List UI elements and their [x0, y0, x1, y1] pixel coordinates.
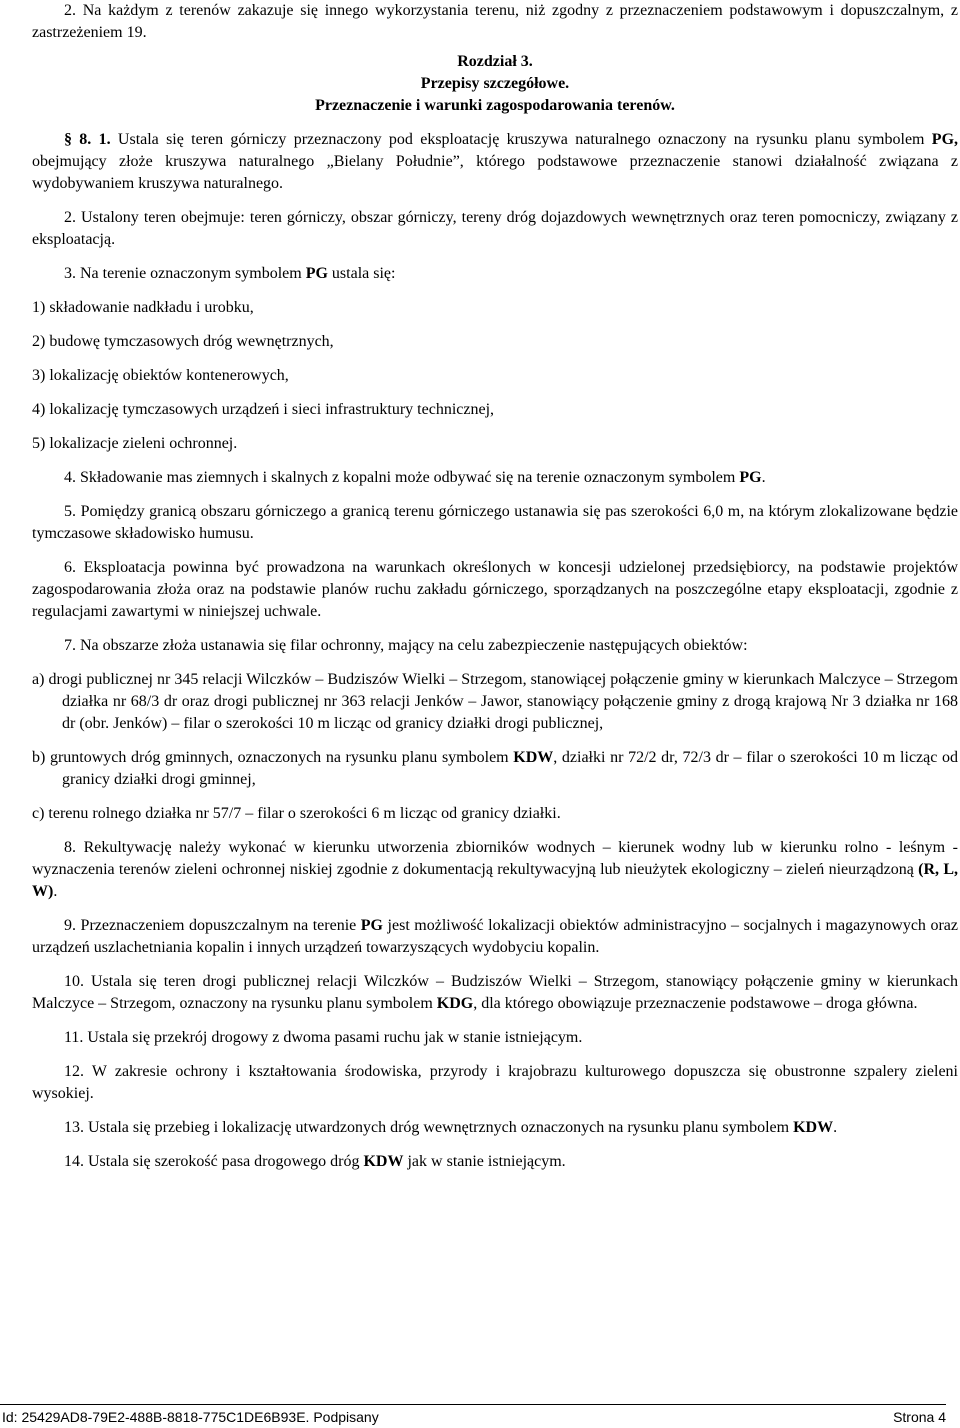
- paragraph-7b: b) gruntowych dróg gminnych, oznaczonych na rysunku planu symbolem KDW, działki nr 72/2 dr, 72/3 dr – filar o szerokości 10 m licząc od granicy działki drogi gminnej,: [32, 749, 958, 788]
- page-number: Strona 4: [893, 1409, 946, 1425]
- paragraph-7c: c) terenu rolnego działka nr 57/7 – filar o szerokości 6 m licząc od granicy działki.: [32, 805, 561, 822]
- paragraph-2-top: 2. Na każdym z terenów zakazuje się innego wykorzystania terenu, niż zgodny z przeznaczeniem podstawowym i dopuszczalnym, z zastrzeżeniem 19.: [32, 2, 958, 41]
- document-id: Id: 25429AD8-79E2-488B-8818-775C1DE6B93E. Podpisany: [2, 1409, 379, 1425]
- paragraph-3: 3. Na terenie oznaczonym symbolem PG ustala się:: [64, 265, 396, 282]
- chapter-subtitle: Przeznaczenie i warunki zagospodarowania terenów.: [315, 97, 675, 114]
- paragraph-8: 8. Rekultywację należy wykonać w kierunku utworzenia zbiorników wodnych – kierunek wodny lub w kierunku rolno - leśnym - wyznaczenia terenów zieleni ochronnej niskiej zgodnie z dokumentacją rekultywacyjną lub nieużytek ekologiczny – zieleń nieurządzoną (R, L, W).: [32, 839, 958, 900]
- list-item: 1) składowanie nadkładu i urobku,: [32, 299, 254, 316]
- paragraph-6: 6. Eksploatacja powinna być prowadzona na warunkach określonych w koncesji udzielonej przedsiębiorcy, na podstawie projektów zagospodarowania złoża oraz na podstawie planów ruchu zakładu górniczego, sporządzanych na poszczególne etapy eksploatacji, zgodnie z regulacjami zawartymi w niniejszej uchwale.: [32, 559, 958, 620]
- paragraph-4: 4. Składowanie mas ziemnych i skalnych z kopalni może odbywać się na terenie oznaczonym symbolem PG.: [64, 469, 766, 486]
- paragraph-12: 12. W zakresie ochrony i kształtowania środowiska, przyrody i krajobrazu kulturowego dopuszcza się obustronne szpalery zieleni wysokiej.: [32, 1063, 958, 1102]
- paragraph-2: 2. Ustalony teren obejmuje: teren górniczy, obszar górniczy, tereny dróg dojazdowych wewnętrznych oraz teren pomocniczy, związany z eksploatacją.: [32, 209, 958, 248]
- document-page: [32, 0, 958, 1173]
- section-8-paragraph-1: § 8. 1. Ustala się teren górniczy przeznaczony pod eksploatację kruszywa naturalnego oznaczony na rysunku planu symbolem PG, obejmujący złoże kruszywa naturalnego „Bielany Południe”, którego podstawowe przeznaczenie stanowi działalność związana z wydobywaniem kruszywa naturalnego.: [32, 131, 959, 192]
- paragraph-10: 10. Ustala się teren drogi publicznej relacji Wilczków – Budziszów Wielki – Strzegom, stanowiący połączenie gminy w kierunkach Malczyce – Strzegom, oznaczony na rysunku planu symbolem KDG, dla którego obowiązuje przeznaczenie podstawowe – droga główna.: [32, 973, 958, 1012]
- chapter-title: Przepisy szczegółowe.: [420, 75, 570, 92]
- chapter-number: Rozdział 3.: [457, 53, 533, 70]
- paragraph-5: 5. Pomiędzy granicą obszaru górniczego a granicą terenu górniczego ustanawia się pas szerokości 6,0 m, na którym zlokalizowane będzie tymczasowe składowisko humusu.: [32, 503, 958, 542]
- list-item: 4) lokalizację tymczasowych urządzeń i sieci infrastruktury technicznej,: [32, 401, 495, 418]
- list-item: 2) budowę tymczasowych dróg wewnętrznych,: [32, 333, 334, 350]
- paragraph-14: 14. Ustala się szerokość pasa drogowego dróg KDW jak w stanie istniejącym.: [64, 1153, 566, 1170]
- page-footer: [0, 1404, 946, 1425]
- paragraph-7a: a) drogi publicznej nr 345 relacji Wilczków – Budziszów Wielki – Strzegom, stanowiącej połączenie gminy w kierunkach Malczyce – Strzegom działka nr 68/3 dr oraz drogi publicznej nr 363 relacji Jenków – Jawor, stanowiący połączenie gminy z drogą krajową Nr 3 działka nr 168 dr (obr. Jenków) – filar o szerokości 10 m licząc od granicy działki drogi publicznej,: [32, 671, 958, 732]
- paragraph-9: 9. Przeznaczeniem dopuszczalnym na terenie PG jest możliwość lokalizacji obiektów administracyjno – socjalnych i magazynowych oraz urządzeń uszlachetniania kopalin i innych urządzeń towarzyszących wydobyciu kopalin.: [32, 917, 959, 956]
- list-item: 3) lokalizację obiektów kontenerowych,: [32, 367, 289, 384]
- section-number: § 8. 1.: [64, 131, 111, 148]
- paragraph-13: 13. Ustala się przebieg i lokalizację utwardzonych dróg wewnętrznych oznaczonych na rysunku planu symbolem KDW.: [64, 1119, 838, 1136]
- paragraph-7: 7. Na obszarze złoża ustanawia się filar ochronny, mający na celu zabezpieczenie następujących obiektów:: [64, 637, 748, 654]
- paragraph-11: 11. Ustala się przekrój drogowy z dwoma pasami ruchu jak w stanie istniejącym.: [64, 1029, 583, 1046]
- list-item: 5) lokalizacje zieleni ochronnej.: [32, 435, 238, 452]
